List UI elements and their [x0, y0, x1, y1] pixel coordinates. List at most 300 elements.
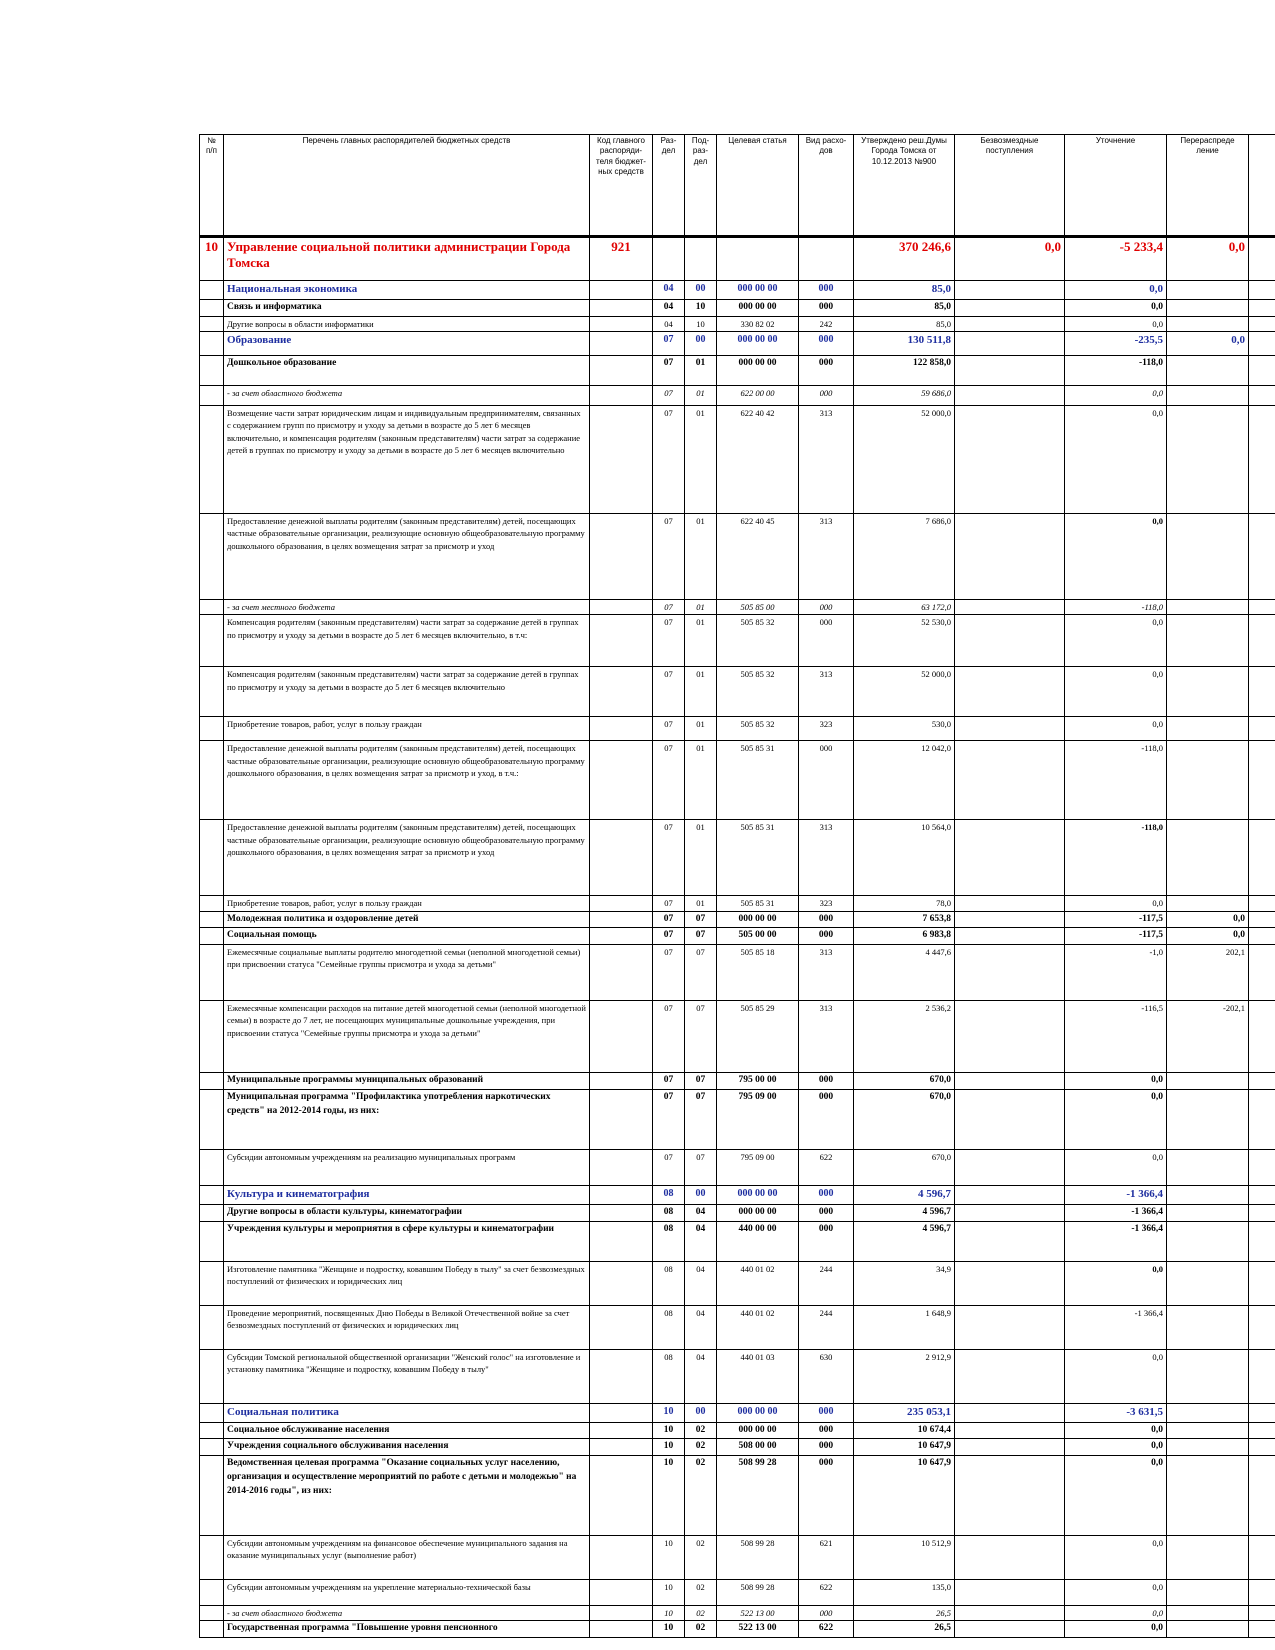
cell-name: - за счет областного бюджета [224, 386, 590, 406]
cell-podrazdel: 04 [685, 1305, 717, 1349]
cell-podrazdel: 02 [685, 1439, 717, 1456]
cell-extra [1249, 1204, 1275, 1221]
cell-target: 508 00 00 [717, 1439, 799, 1456]
cell-clarification: -235,5 [1065, 332, 1167, 356]
cell-code [590, 1536, 653, 1580]
cell-extra [1249, 1185, 1275, 1204]
cell-clarification: -1 366,4 [1065, 1204, 1167, 1221]
table-row [200, 1439, 1275, 1456]
cell-razdel: 04 [653, 281, 685, 300]
cell-razdel: 04 [653, 316, 685, 331]
cell-num [200, 1580, 224, 1606]
cell-code [590, 615, 653, 667]
cell-code [590, 1185, 653, 1204]
cell-podrazdel: 01 [685, 717, 717, 741]
cell-clarification: 0,0 [1065, 1439, 1167, 1456]
cell-extra [1249, 1456, 1275, 1536]
cell-gratuitous [955, 1089, 1065, 1149]
cell-vid: 000 [799, 299, 854, 316]
cell-podrazdel [685, 237, 717, 281]
cell-redistribution [1167, 1536, 1249, 1580]
cell-gratuitous [955, 667, 1065, 717]
cell-redistribution [1167, 717, 1249, 741]
cell-extra [1249, 1305, 1275, 1349]
cell-code: 921 [590, 237, 653, 281]
table-row [200, 1606, 1275, 1621]
cell-approved: 4 596,7 [854, 1204, 955, 1221]
cell-name: Субсидии автономным учреждениям на реализацию муниципальных программ [224, 1149, 590, 1185]
cell-target: 000 00 00 [717, 911, 799, 928]
cell-vid: 000 [799, 911, 854, 928]
cell-vid: 323 [799, 896, 854, 911]
cell-redistribution [1167, 386, 1249, 406]
cell-gratuitous [955, 1261, 1065, 1305]
table-row [200, 820, 1275, 896]
table-row [200, 1349, 1275, 1403]
cell-clarification: 0,0 [1065, 281, 1167, 300]
cell-approved: 235 053,1 [854, 1403, 955, 1422]
cell-target: 505 85 18 [717, 945, 799, 1001]
cell-clarification: 0,0 [1065, 1089, 1167, 1149]
cell-gratuitous [955, 514, 1065, 600]
cell-name: Проведение мероприятий, посвященных Дню Победы в Великой Отечественной войне за счет безвозмездных поступлений от физических и юридических лиц [224, 1305, 590, 1349]
cell-code [590, 1621, 653, 1638]
cell-name: Национальная экономика [224, 281, 590, 300]
cell-gratuitous [955, 316, 1065, 331]
cell-clarification: -5 233,4 [1065, 237, 1167, 281]
cell-target: 522 13 00 [717, 1606, 799, 1621]
cell-clarification: 0,0 [1065, 1456, 1167, 1536]
cell-gratuitous [955, 928, 1065, 945]
cell-redistribution [1167, 406, 1249, 514]
cell-clarification: -1 366,4 [1065, 1305, 1167, 1349]
cell-num [200, 1606, 224, 1621]
cell-name: Управление социальной политики администрации Города Томска [224, 237, 590, 281]
cell-clarification: 0,0 [1065, 1073, 1167, 1090]
cell-redistribution: 0,0 [1167, 928, 1249, 945]
cell-vid: 000 [799, 1185, 854, 1204]
cell-code [590, 945, 653, 1001]
cell-razdel: 10 [653, 1456, 685, 1536]
cell-podrazdel: 01 [685, 615, 717, 667]
cell-vid: 000 [799, 1089, 854, 1149]
cell-razdel: 07 [653, 332, 685, 356]
cell-target: 000 00 00 [717, 1204, 799, 1221]
cell-code [590, 667, 653, 717]
cell-clarification: -117,5 [1065, 928, 1167, 945]
cell-podrazdel: 10 [685, 299, 717, 316]
cell-extra [1249, 1149, 1275, 1185]
cell-vid: 000 [799, 615, 854, 667]
table-row [200, 237, 1275, 281]
cell-approved: 6 983,8 [854, 928, 955, 945]
table-row [200, 1185, 1275, 1204]
cell-extra [1249, 911, 1275, 928]
cell-vid: 621 [799, 1536, 854, 1580]
cell-vid: 313 [799, 820, 854, 896]
cell-code [590, 316, 653, 331]
header-approved: Утверждено реш.Думы Города Томска от 10.12.2013 №900 [854, 135, 955, 237]
cell-extra [1249, 741, 1275, 820]
cell-redistribution [1167, 1185, 1249, 1204]
cell-code [590, 356, 653, 386]
cell-name: Культура и кинематография [224, 1185, 590, 1204]
table-row [200, 945, 1275, 1001]
cell-target: 330 82 02 [717, 316, 799, 331]
cell-razdel: 10 [653, 1580, 685, 1606]
cell-razdel: 07 [653, 600, 685, 615]
cell-code [590, 332, 653, 356]
cell-name: Молодежная политика и оздоровление детей [224, 911, 590, 928]
cell-name: Учреждения социального обслуживания населения [224, 1439, 590, 1456]
cell-target: 795 00 00 [717, 1073, 799, 1090]
cell-code [590, 1221, 653, 1261]
cell-target: 000 00 00 [717, 332, 799, 356]
cell-clarification: -118,0 [1065, 820, 1167, 896]
table-row [200, 928, 1275, 945]
cell-vid: 313 [799, 667, 854, 717]
cell-redistribution [1167, 1305, 1249, 1349]
cell-num [200, 1422, 224, 1439]
cell-redistribution [1167, 299, 1249, 316]
table-row [200, 1261, 1275, 1305]
cell-podrazdel: 02 [685, 1621, 717, 1638]
cell-extra [1249, 1089, 1275, 1149]
cell-approved: 34,9 [854, 1261, 955, 1305]
cell-razdel: 07 [653, 896, 685, 911]
cell-num [200, 1439, 224, 1456]
cell-approved: 10 512,9 [854, 1536, 955, 1580]
cell-gratuitous [955, 281, 1065, 300]
cell-gratuitous [955, 1422, 1065, 1439]
cell-vid: 313 [799, 1001, 854, 1073]
table-row [200, 332, 1275, 356]
cell-code [590, 1456, 653, 1536]
cell-vid: 000 [799, 332, 854, 356]
cell-code [590, 1606, 653, 1621]
cell-num [200, 896, 224, 911]
cell-redistribution: 0,0 [1167, 911, 1249, 928]
cell-num [200, 406, 224, 514]
cell-razdel: 07 [653, 514, 685, 600]
cell-vid: 000 [799, 356, 854, 386]
cell-approved: 63 172,0 [854, 600, 955, 615]
cell-redistribution [1167, 667, 1249, 717]
table-row [200, 1403, 1275, 1422]
cell-name: - за счет местного бюджета [224, 600, 590, 615]
cell-num: 10 [200, 237, 224, 281]
cell-name: Возмещение части затрат юридическим лицам и индивидуальным предпринимателям, связанных с содержанием групп по присмотру и уходу за детьми в возрасте до 5 лет 6 месяцев включительно, и компенсация родителям (законным представителям) части затрат за содержание детей в группах по присмотру и уходу за детьми в возрасте до 5 лет 6 месяцев включительно [224, 406, 590, 514]
cell-approved: 130 511,8 [854, 332, 955, 356]
cell-redistribution [1167, 1403, 1249, 1422]
cell-vid: 000 [799, 1073, 854, 1090]
table-row [200, 667, 1275, 717]
cell-extra [1249, 316, 1275, 331]
cell-approved: 10 674,4 [854, 1422, 955, 1439]
cell-target: 505 85 31 [717, 741, 799, 820]
table-row [200, 316, 1275, 331]
table-body [200, 237, 1275, 1638]
cell-razdel: 07 [653, 406, 685, 514]
cell-razdel: 08 [653, 1349, 685, 1403]
cell-gratuitous [955, 820, 1065, 896]
cell-clarification: 0,0 [1065, 717, 1167, 741]
cell-gratuitous [955, 1580, 1065, 1606]
cell-podrazdel: 10 [685, 316, 717, 331]
cell-extra [1249, 281, 1275, 300]
cell-extra [1249, 1001, 1275, 1073]
cell-vid: 000 [799, 1606, 854, 1621]
cell-approved: 85,0 [854, 281, 955, 300]
cell-gratuitous [955, 1149, 1065, 1185]
header-vid: Вид расхо-дов [799, 135, 854, 237]
cell-vid: 000 [799, 1439, 854, 1456]
cell-num [200, 1261, 224, 1305]
cell-gratuitous [955, 1606, 1065, 1621]
cell-code [590, 1439, 653, 1456]
cell-podrazdel: 01 [685, 820, 717, 896]
cell-num [200, 600, 224, 615]
cell-podrazdel: 00 [685, 1185, 717, 1204]
cell-redistribution [1167, 1456, 1249, 1536]
cell-num [200, 1204, 224, 1221]
cell-razdel: 10 [653, 1621, 685, 1638]
cell-clarification: -116,5 [1065, 1001, 1167, 1073]
cell-num [200, 945, 224, 1001]
cell-num [200, 1305, 224, 1349]
cell-clarification: -118,0 [1065, 741, 1167, 820]
cell-razdel: 08 [653, 1185, 685, 1204]
cell-num [200, 1073, 224, 1090]
cell-approved: 59 686,0 [854, 386, 955, 406]
cell-razdel: 07 [653, 1001, 685, 1073]
cell-redistribution [1167, 1621, 1249, 1638]
cell-vid: 000 [799, 928, 854, 945]
cell-target: 622 40 45 [717, 514, 799, 600]
cell-redistribution: -202,1 [1167, 1001, 1249, 1073]
cell-gratuitous: 0,0 [955, 237, 1065, 281]
cell-clarification: -118,0 [1065, 600, 1167, 615]
cell-num [200, 717, 224, 741]
cell-clarification: 0,0 [1065, 1606, 1167, 1621]
cell-num [200, 1349, 224, 1403]
cell-name: Компенсация родителям (законным представителям) части затрат за содержание детей в группах по присмотру и уходу за детьми в возрасте до 5 лет 6 месяцев включительно [224, 667, 590, 717]
cell-extra [1249, 406, 1275, 514]
cell-podrazdel: 01 [685, 356, 717, 386]
cell-target: 000 00 00 [717, 356, 799, 386]
cell-extra [1249, 717, 1275, 741]
cell-redistribution [1167, 1439, 1249, 1456]
cell-target: 440 01 02 [717, 1305, 799, 1349]
cell-razdel: 08 [653, 1261, 685, 1305]
cell-redistribution [1167, 1073, 1249, 1090]
cell-num [200, 332, 224, 356]
cell-target: 000 00 00 [717, 1422, 799, 1439]
cell-clarification: 0,0 [1065, 667, 1167, 717]
cell-razdel: 08 [653, 1221, 685, 1261]
cell-extra [1249, 1261, 1275, 1305]
cell-razdel: 07 [653, 1089, 685, 1149]
table-row [200, 911, 1275, 928]
cell-gratuitous [955, 1001, 1065, 1073]
cell-redistribution [1167, 281, 1249, 300]
cell-num [200, 1221, 224, 1261]
cell-approved: 2 912,9 [854, 1349, 955, 1403]
cell-name: Социальная политика [224, 1403, 590, 1422]
cell-approved: 1 648,9 [854, 1305, 955, 1349]
cell-target: 795 09 00 [717, 1089, 799, 1149]
cell-razdel: 08 [653, 1305, 685, 1349]
cell-vid: 622 [799, 1149, 854, 1185]
cell-target: 622 00 00 [717, 386, 799, 406]
cell-target: 505 85 29 [717, 1001, 799, 1073]
table-row [200, 615, 1275, 667]
cell-razdel: 07 [653, 667, 685, 717]
cell-num [200, 299, 224, 316]
cell-gratuitous [955, 1305, 1065, 1349]
cell-vid: 000 [799, 386, 854, 406]
cell-redistribution [1167, 316, 1249, 331]
cell-num [200, 386, 224, 406]
cell-name: Предоставление денежной выплаты родителям (законным представителям) детей, посещающих частные образовательные организации, реализующие основную общеобразовательную программу дошкольного образования, в целях возмещения затрат за присмотр и уход [224, 514, 590, 600]
cell-vid: 630 [799, 1349, 854, 1403]
cell-podrazdel: 07 [685, 1089, 717, 1149]
table-row [200, 1149, 1275, 1185]
cell-podrazdel: 01 [685, 406, 717, 514]
cell-razdel: 04 [653, 299, 685, 316]
cell-razdel [653, 237, 685, 281]
cell-num [200, 514, 224, 600]
cell-extra [1249, 667, 1275, 717]
cell-approved: 7 686,0 [854, 514, 955, 600]
cell-clarification: -1 366,4 [1065, 1185, 1167, 1204]
cell-clarification: 0,0 [1065, 299, 1167, 316]
header-clarification: Уточнение [1065, 135, 1167, 237]
cell-num [200, 356, 224, 386]
cell-podrazdel: 01 [685, 741, 717, 820]
cell-code [590, 928, 653, 945]
header-code: Код главного распоряди-теля бюджет-ных средств [590, 135, 653, 237]
cell-code [590, 1349, 653, 1403]
cell-gratuitous [955, 1439, 1065, 1456]
cell-redistribution [1167, 1149, 1249, 1185]
cell-num [200, 1621, 224, 1638]
table-row [200, 1536, 1275, 1580]
cell-clarification: 0,0 [1065, 615, 1167, 667]
cell-extra [1249, 237, 1275, 281]
table-row [200, 514, 1275, 600]
cell-podrazdel: 07 [685, 911, 717, 928]
cell-name: Связь и информатика [224, 299, 590, 316]
cell-num [200, 1001, 224, 1073]
cell-approved: 122 858,0 [854, 356, 955, 386]
cell-name: Социальное обслуживание населения [224, 1422, 590, 1439]
cell-gratuitous [955, 600, 1065, 615]
cell-razdel: 10 [653, 1536, 685, 1580]
table-row [200, 896, 1275, 911]
cell-redistribution: 0,0 [1167, 332, 1249, 356]
cell-podrazdel: 07 [685, 1149, 717, 1185]
cell-code [590, 1580, 653, 1606]
cell-extra [1249, 1221, 1275, 1261]
cell-extra [1249, 1073, 1275, 1090]
cell-clarification: 0,0 [1065, 1149, 1167, 1185]
header-gratuitous: Безвозмездные поступления [955, 135, 1065, 237]
cell-vid: 000 [799, 1221, 854, 1261]
cell-podrazdel: 02 [685, 1456, 717, 1536]
cell-podrazdel: 04 [685, 1221, 717, 1261]
budget-table-sheet [199, 134, 1275, 1638]
cell-extra [1249, 299, 1275, 316]
cell-target: 508 99 28 [717, 1580, 799, 1606]
cell-podrazdel: 01 [685, 600, 717, 615]
cell-redistribution [1167, 741, 1249, 820]
cell-target: 440 01 02 [717, 1261, 799, 1305]
cell-gratuitous [955, 1621, 1065, 1638]
cell-target: 508 99 28 [717, 1536, 799, 1580]
cell-extra [1249, 1349, 1275, 1403]
cell-approved: 10 647,9 [854, 1439, 955, 1456]
cell-code [590, 1204, 653, 1221]
cell-podrazdel: 02 [685, 1536, 717, 1580]
cell-num [200, 741, 224, 820]
cell-podrazdel: 02 [685, 1606, 717, 1621]
cell-redistribution [1167, 615, 1249, 667]
cell-podrazdel: 07 [685, 928, 717, 945]
table-row [200, 1456, 1275, 1536]
cell-podrazdel: 01 [685, 514, 717, 600]
cell-target: 440 01 03 [717, 1349, 799, 1403]
table-row [200, 1580, 1275, 1606]
cell-gratuitous [955, 945, 1065, 1001]
cell-gratuitous [955, 1073, 1065, 1090]
cell-vid: 313 [799, 406, 854, 514]
cell-num [200, 1185, 224, 1204]
header-num: № п/п [200, 135, 224, 237]
cell-code [590, 741, 653, 820]
cell-vid [799, 237, 854, 281]
table-row [200, 356, 1275, 386]
cell-approved: 135,0 [854, 1580, 955, 1606]
cell-redistribution: 0,0 [1167, 237, 1249, 281]
cell-redistribution [1167, 1422, 1249, 1439]
cell-code [590, 1422, 653, 1439]
cell-clarification: 0,0 [1065, 406, 1167, 514]
cell-gratuitous [955, 299, 1065, 316]
cell-redistribution: 202,1 [1167, 945, 1249, 1001]
cell-vid: 000 [799, 1204, 854, 1221]
cell-code [590, 1001, 653, 1073]
cell-vid: 000 [799, 1403, 854, 1422]
cell-target [717, 237, 799, 281]
cell-razdel: 07 [653, 928, 685, 945]
cell-target: 000 00 00 [717, 299, 799, 316]
cell-extra [1249, 332, 1275, 356]
cell-vid: 000 [799, 600, 854, 615]
cell-gratuitous [955, 911, 1065, 928]
cell-razdel: 07 [653, 741, 685, 820]
cell-num [200, 281, 224, 300]
cell-gratuitous [955, 1204, 1065, 1221]
cell-code [590, 1305, 653, 1349]
cell-extra [1249, 1580, 1275, 1606]
cell-name: Субсидии Томской региональной общественной организации "Женский голос" на изготовление и установку памятника "Женщине и подростку, ковавшим Победу в тылу" [224, 1349, 590, 1403]
cell-clarification: 0,0 [1065, 514, 1167, 600]
cell-num [200, 1149, 224, 1185]
cell-gratuitous [955, 1221, 1065, 1261]
cell-num [200, 667, 224, 717]
cell-approved: 370 246,6 [854, 237, 955, 281]
